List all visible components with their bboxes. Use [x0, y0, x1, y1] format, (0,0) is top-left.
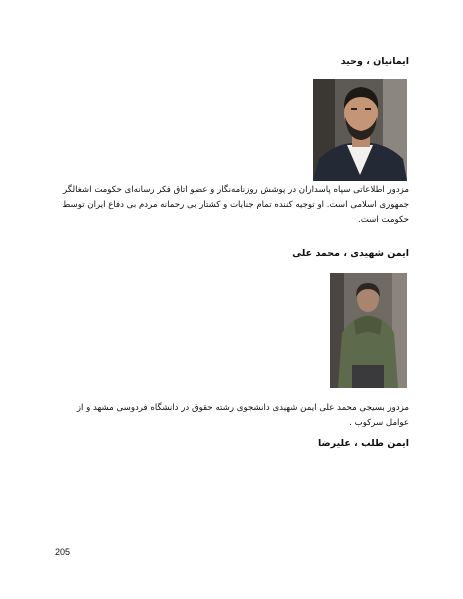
- entry-name-heading: ایمانیان ، وحید: [340, 56, 409, 67]
- page-number: 205: [55, 547, 71, 557]
- entry-description: مزدور بسیجی محمد علی ایمن شهیدی دانشجوی رشته حقوق در دانشگاه فردوسی مشهد و از عوامل سرکوب .: [76, 403, 409, 428]
- portrait-photo: [313, 79, 407, 181]
- entry-description: مزدور اطلاعاتی سپاه پاسداران در پوشش روزنامه‌نگار و عضو اتاق فکر رسانه‌ای حکومت اشغالگر جمهوری اسلامی است. او توجیه کننده تمام جنایات و کشتار بی رحمانه مردم بی دفاع ایران توسط حکومت است.: [62, 185, 409, 225]
- person-photo: [330, 273, 407, 388]
- entry-name-heading: ایمن شهیدی ، محمد علی: [292, 248, 409, 259]
- entry-name-heading: ایمن طلب ، علیرضا: [317, 438, 409, 449]
